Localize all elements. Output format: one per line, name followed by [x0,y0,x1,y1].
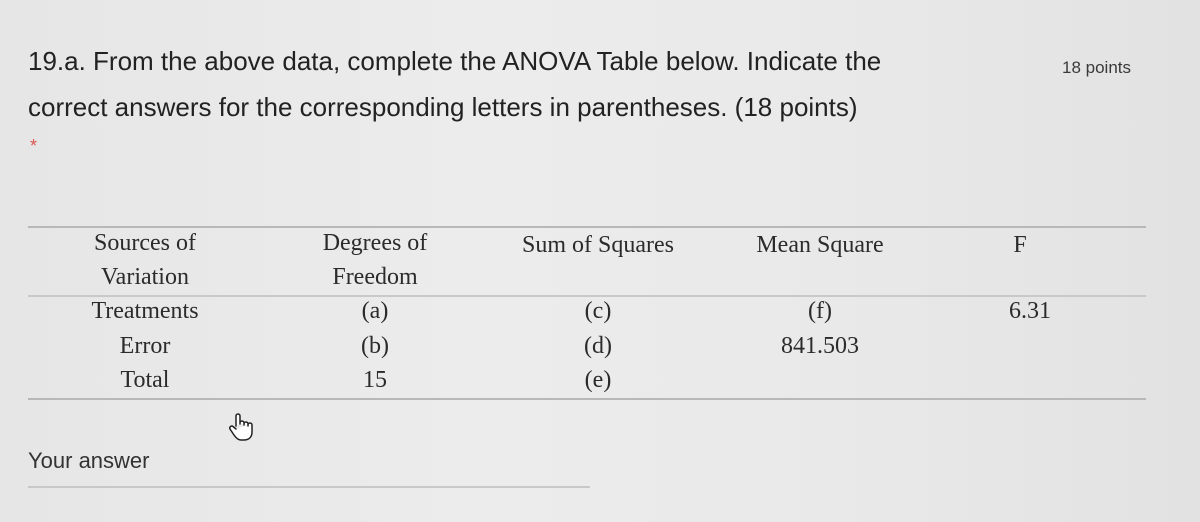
row-total-source: Total [120,367,170,393]
points-badge: 18 points [1062,58,1131,77]
question-line-2: correct answers for the corresponding letters in parentheses. (18 points) [28,92,858,122]
header-df-line2: Freedom [332,264,418,290]
required-marker: * [30,136,38,156]
header-sum-of-squares: Sum of Squares [522,232,674,258]
header-sources-line1: Sources of [94,230,196,256]
row-error-ms: 841.503 [781,333,859,359]
answer-input[interactable] [28,486,590,488]
question-line-1: 19.a. From the above data, complete the ANOVA Table below. Indicate the [28,46,882,76]
row-treatments-ms: (f) [808,298,832,324]
header-mean-square: Mean Square [756,232,884,258]
your-answer-label: Your answer [28,448,150,473]
header-degrees-of-freedom [290,226,460,294]
row-total-df: 15 [363,367,387,393]
row-error-source: Error [119,333,171,359]
header-sources [60,226,230,294]
row-error-df: (b) [361,333,389,359]
table-bottom-rule [28,398,1146,400]
row-treatments-df: (a) [361,298,389,324]
hand-pointer-icon [228,412,254,442]
row-treatments-ss: (c) [584,298,612,324]
header-f: F [1013,232,1027,258]
row-error-ss: (d) [584,333,612,359]
row-treatments-f: 6.31 [1009,298,1051,324]
header-sources-line2: Variation [101,264,189,290]
row-total-ss: (e) [584,367,612,393]
row-treatments-source: Treatments [91,298,199,324]
header-df-line1: Degrees of [322,230,428,256]
question-text [28,38,1028,130]
